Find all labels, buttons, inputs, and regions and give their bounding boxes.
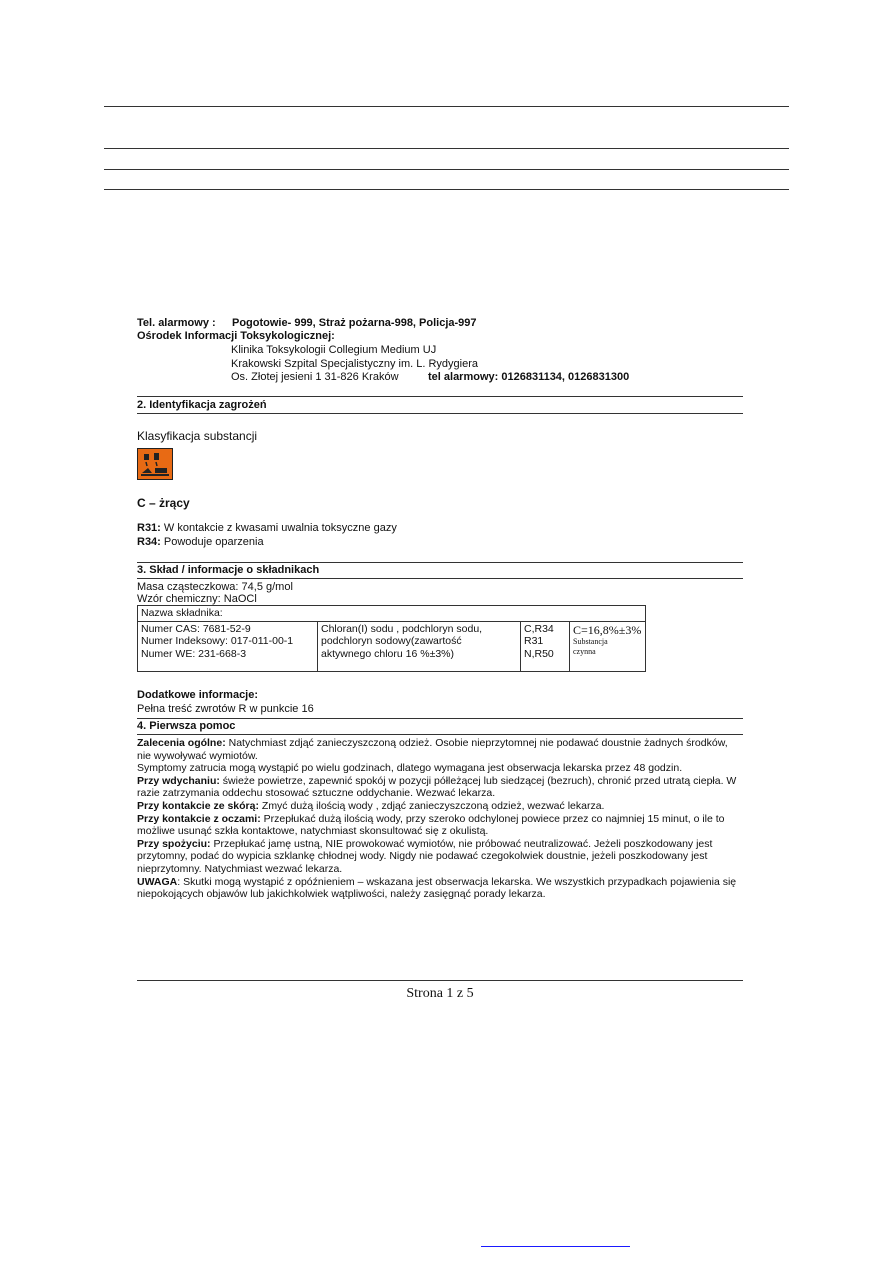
component-table bbox=[137, 605, 646, 672]
section2-rule-top bbox=[137, 396, 743, 397]
center-address-3: Os. Złotej jesieni 1 31-826 Kraków bbox=[231, 371, 399, 383]
component-name-cell bbox=[318, 621, 521, 671]
r31-code: R31: bbox=[137, 522, 161, 534]
class-code: C,R34 bbox=[524, 622, 554, 635]
header-rule-2 bbox=[104, 148, 789, 149]
table-row bbox=[138, 621, 646, 671]
table-header-cell: Nazwa składnika: bbox=[138, 606, 646, 622]
emergency-numbers: Pogotowie- 999, Straż pożarna-998, Policja-997 bbox=[232, 317, 477, 329]
general-advice bbox=[137, 737, 743, 762]
eyes-text: Przepłukać dużą ilością wody, przy szeroko odchylonej powiece przez co najmniej 15 minut, o ile to możliwe usunąć szkła kontaktowe, natychmiast skonsultować się z okulistą. bbox=[137, 812, 725, 838]
r31-text: W kontakcie z kwasami uwalnia toksyczne gazy bbox=[160, 522, 397, 534]
section4-rule-top bbox=[137, 718, 743, 719]
molar-mass: Masa cząsteczkowa: 74,5 g/mol bbox=[137, 581, 293, 593]
bottom-link-underline[interactable] bbox=[481, 1246, 630, 1247]
center-address-1: Klinika Toksykologii Collegium Medium UJ bbox=[231, 344, 437, 356]
cas-number: Numer CAS: 7681-52-9 bbox=[141, 622, 251, 635]
class-code: R31 bbox=[524, 635, 544, 648]
class-code: N,R50 bbox=[524, 647, 554, 660]
skin-advice bbox=[137, 800, 743, 813]
warning-label: UWAGA bbox=[137, 875, 178, 888]
inhalation-advice bbox=[137, 775, 743, 800]
section3-title: 3. Skład / informacje o składnikach bbox=[137, 564, 320, 576]
general-advice-label: Zalecenia ogólne: bbox=[137, 737, 226, 749]
we-number: Numer WE: 231-668-3 bbox=[141, 647, 247, 660]
r34-phrase bbox=[137, 535, 264, 549]
skin-text: Zmyć dużą ilością wody , zdjąć zanieczyszczoną odzież, wezwać lekarza. bbox=[258, 799, 605, 812]
header-rule-4 bbox=[104, 189, 789, 190]
center-address-2: Krakowski Szpital Specjalistyczny im. L. Rydygiera bbox=[231, 358, 478, 370]
r34-text: Powoduje oparzenia bbox=[160, 536, 264, 548]
section2-rule-bottom bbox=[137, 413, 743, 414]
concentration-note: czynna bbox=[573, 646, 596, 656]
toxicology-center-label: Ośrodek Informacji Toksykologicznej: bbox=[137, 330, 335, 342]
section2-title: 2. Identyfikacja zagrożeń bbox=[137, 399, 267, 411]
center-alarm-phone: tel alarmowy: 0126831134, 0126831300 bbox=[428, 371, 630, 383]
ingestion-text: Przepłukać jamę ustną, NIE prowokować wymiotów, nie próbować neutralizować. Jeżeli poszkodowany jest przytomny, podać do wypicia szklankę chłodnej wody. Nigdy nie podawać czegokolwiek doustnie, jeżeli poszkodowany jest nieprzytomny. Natychmiast wezwać lekarza. bbox=[137, 837, 713, 875]
concentration-note: Substancja bbox=[573, 636, 608, 646]
inhalation-label: Przy wdychaniu: bbox=[137, 774, 220, 787]
component-name-line: aktywnego chloru 16 %±3%) bbox=[321, 647, 454, 660]
skin-label: Przy kontakcie ze skórą: bbox=[137, 799, 259, 812]
first-aid-text bbox=[137, 737, 743, 901]
r31-phrase bbox=[137, 521, 397, 535]
component-name-line: podchloryn sodowy(zawartość bbox=[321, 635, 462, 648]
page-number: Strona 1 z 5 bbox=[406, 986, 474, 1001]
header-rule-3 bbox=[104, 169, 789, 170]
eyes-advice bbox=[137, 813, 743, 838]
eyes-label: Przy kontakcie z oczami: bbox=[137, 812, 261, 825]
hazard-label: C – żrący bbox=[137, 496, 190, 510]
header-rule-top bbox=[104, 106, 789, 107]
warning-text: : Skutki mogą wystąpić z opóźnieniem – wskazana jest obserwacja lekarska. We wszystkich przypadkach pojawienia się niepokojących objawów lub jakichkolwiek wątpliwości, należy zasięgnąć porady lekarza. bbox=[137, 875, 737, 901]
table-header-row bbox=[138, 606, 646, 622]
section3-rule-top bbox=[137, 562, 743, 563]
corrosive-icon bbox=[137, 448, 173, 480]
general-advice-text: Natychmiast zdjąć zanieczyszczoną odzież. Osobie nieprzytomnej nie podawać doustnie żadnych środków, nie wywoływać wymiotów. bbox=[137, 737, 728, 762]
concentration-cell bbox=[570, 621, 646, 671]
additional-info-title: Dodatkowe informacje: bbox=[137, 689, 259, 701]
classification-cell bbox=[521, 621, 570, 671]
concentration-value: C=16,8%±3% bbox=[573, 622, 642, 637]
inhalation-text: świeże powietrze, zapewnić spokój w pozycji półleżącej lub siedzącej (bezruch), chronić przed utratą ciepła. W razie zatrzymania oddechu stosować sztuczne oddychanie. Wezwać lekarza. bbox=[137, 774, 737, 800]
ingestion-label: Przy spożyciu: bbox=[137, 837, 211, 850]
alarm-phone-label: Tel. alarmowy : bbox=[137, 317, 216, 329]
component-name-line: Chloran(I) sodu , podchloryn sodu, bbox=[321, 622, 483, 635]
footer-rule bbox=[137, 980, 743, 981]
index-number: Numer Indeksowy: 017-011-00-1 bbox=[141, 635, 294, 648]
ingestion-advice bbox=[137, 838, 743, 876]
section3-rule-bottom bbox=[137, 578, 743, 579]
classification-heading: Klasyfikacja substancji bbox=[137, 429, 258, 443]
symptoms-text: Symptomy zatrucia mogą wystąpić po wielu godzinach, dlatego wymagana jest obserwacja lekarska przez 48 godzin. bbox=[137, 762, 683, 775]
warning-advice bbox=[137, 876, 743, 901]
section4-title: 4. Pierwsza pomoc bbox=[137, 720, 236, 732]
chemical-formula: Wzór chemiczny: NaOCl bbox=[137, 593, 257, 605]
r34-code: R34: bbox=[137, 536, 161, 548]
additional-info-text: Pełna treść zwrotów R w punkcie 16 bbox=[137, 703, 314, 715]
section4-rule-bottom bbox=[137, 734, 743, 735]
identifiers-cell bbox=[138, 621, 318, 671]
